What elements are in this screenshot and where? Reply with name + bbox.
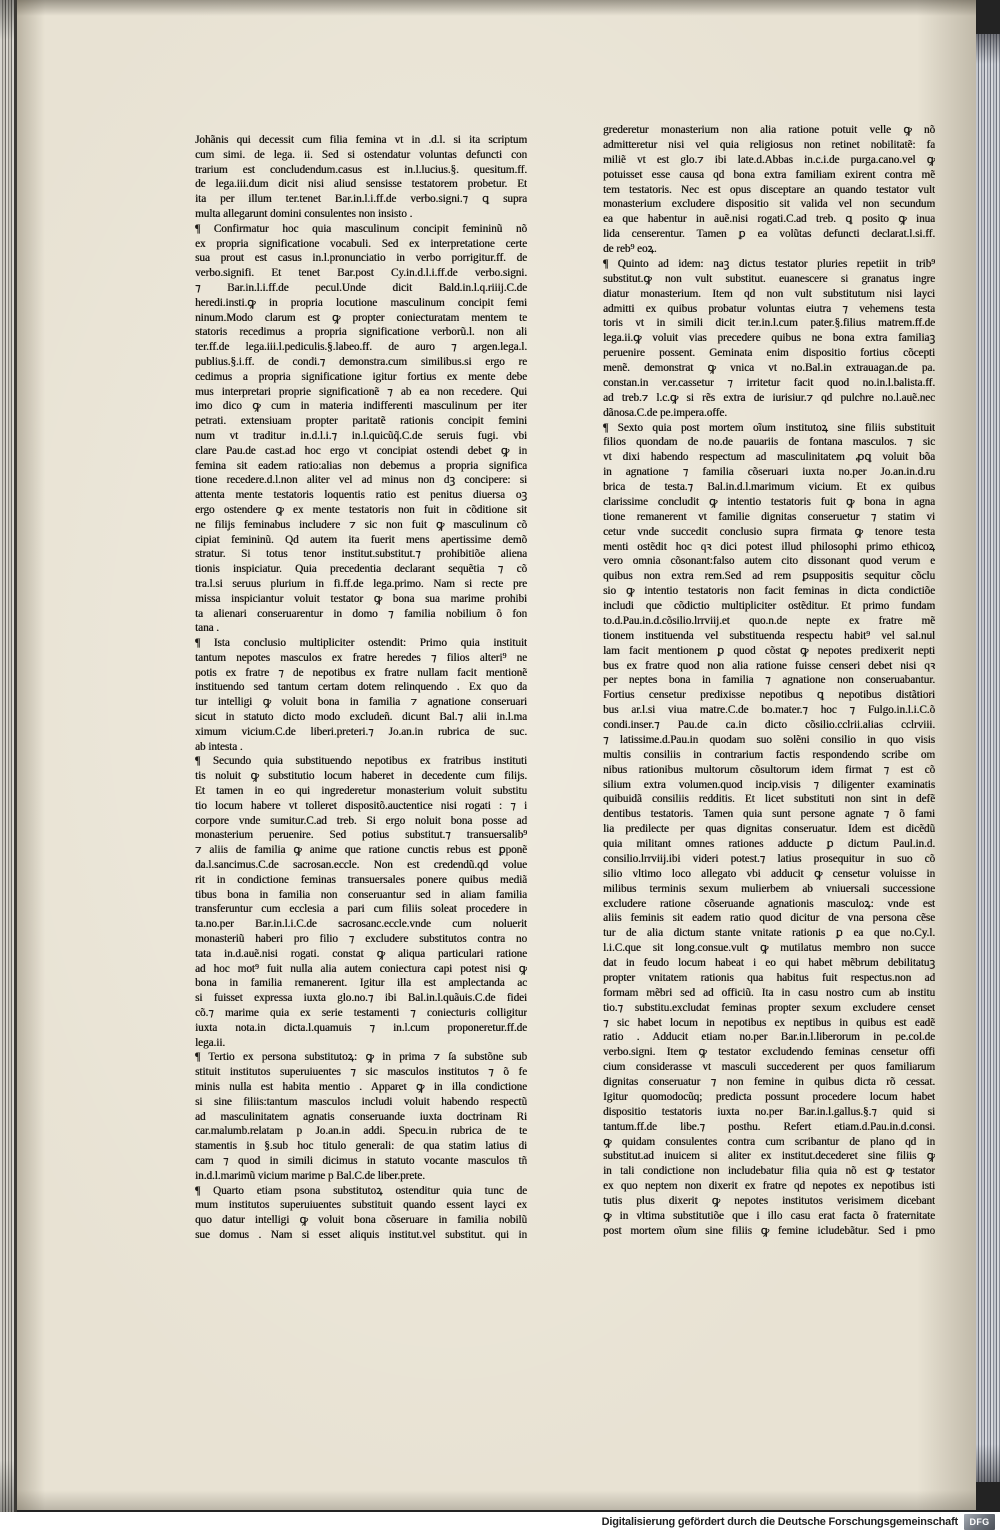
text-line: brica de testa.⁊ Bal.in.d.l.marimum vicium. Et ex quibus bbox=[603, 481, 935, 493]
text-line: verbo.signifi. Et tenet Bar.post Cy.in.d.l.i.ff.de verbo.signi. bbox=[195, 267, 527, 280]
text-line: tantum nepotes masculos ex fratre heredes ⁊ filios alteri⁹ ne bbox=[195, 651, 527, 664]
dfg-logo bbox=[964, 1514, 995, 1530]
text-line: in agnatione ⁊ familia cõseruari iuxta no.per Jo.an.in.d.ru bbox=[603, 466, 935, 479]
text-line: da.l.sancimus.C.de sacrosan.eccle. Non est credendũ.qd volue bbox=[195, 859, 527, 872]
text-line: filios quondam de no.de pauariis de fontana masculos. ⁊ sic bbox=[603, 436, 935, 449]
text-line: ad hoc mot⁹ fuit nulla alia autem coniectura capi potest nisi ꝙ bbox=[195, 962, 527, 975]
text-line: si fuisset expressa iuxta glo.no.⁊ ibi Bal.in.l.quãuis.C.de fidei bbox=[195, 992, 527, 1005]
text-line: Et tamen in eo qui ingrederetur monasterium voluit substitu bbox=[195, 785, 527, 798]
text-line: dispositio testatoris iuxta no.per Bar.in.l.gallus.§.⁊ quid si bbox=[603, 1105, 935, 1118]
text-line: Fortius censetur predixisse nepotibus ꝗ nepotibus distãtiori bbox=[603, 689, 935, 702]
text-line: cum simi. de lega. ii. Sed si ostendatur voluntas defuncti con bbox=[195, 148, 527, 161]
text-line: peruenire possent. Geminata enim dispositio fortius cõcepti bbox=[603, 347, 935, 360]
text-line: ximum vicium.C.de liberi.preteri.⁊ Jo.an.in rubrica de suc. bbox=[195, 725, 527, 738]
text-line: rit in condictione feminas transuersales ponere quibus mediã bbox=[195, 873, 527, 886]
right-text-column bbox=[603, 123, 935, 1239]
text-line: Johãnis qui decessit cum filia femina vt in .d.l. si ita scriptum bbox=[195, 134, 527, 146]
paragraph-start-line: ¶ Ista conclusio multipliciter ostendit: Primo quia instituit bbox=[195, 637, 527, 650]
text-line: stratur. Si totus tenor institut.substitut.⁊ prohibitiõe aliena bbox=[195, 548, 527, 561]
text-line: attenta mente testatoris loquentis ratio est penitus diuersa oꝫ bbox=[195, 489, 527, 502]
text-line: heredi.insti.ꝙ in propria locutione masculinum concipit femi bbox=[195, 296, 527, 309]
text-line: clarissime concludit ꝙ intentio testatoris fuit ꝙ bona in agna bbox=[603, 495, 935, 508]
text-line: de reb⁹ eoꝝ. bbox=[603, 243, 657, 255]
text-line: quia militant omnes rationes adducte ꝑ dictum Paul.in.d. bbox=[603, 838, 935, 850]
text-line: tra.l.si seruus plurium in fi.ff.de lega.primo. Nam si recte pre bbox=[195, 577, 527, 590]
text-line: lia predilecte per quas dignitas conseruatur. Idem est dicẽdũ bbox=[603, 823, 935, 836]
text-line: ta alienari conseruarentur in domo ⁊ familia nobilium õ fon bbox=[195, 607, 527, 620]
paragraph-start-line: ¶ Confirmatur hoc quia masculinum concipit femininũ nõ bbox=[195, 222, 527, 235]
text-line: milibus terminis sexum mulierbem ab vniuersali successione bbox=[603, 882, 935, 895]
text-line: tione recedere.d.l.non aliter vel ad minus non dꝫ concipere: si bbox=[195, 474, 527, 487]
text-line: sua prout est casus in.l.pronunciatio in verbo porrigitur.ff. de bbox=[195, 252, 527, 265]
text-line: femina sit eadem ratio:alias non debemus a propria significa bbox=[195, 459, 527, 472]
text-line: petrati. extensiuam propter paritatẽ rationis concipit femini bbox=[195, 415, 527, 428]
text-line: tana . bbox=[195, 622, 219, 635]
text-line: admitteretur nisi vel quia religiosus non retinet nobilitatẽ: fa bbox=[603, 138, 935, 151]
text-line: tur intelligi ꝙ voluit bona in familia ⁊ agnatione conseruari bbox=[195, 696, 527, 709]
text-line: includi que cõdictio multipliciter ostẽditur. Et primo fundam bbox=[603, 600, 935, 612]
text-line: trarium est concludendum.casus est in.l.lucius.§. quesitum.ff. bbox=[195, 163, 527, 176]
paragraph-start-line: ¶ Quarto etiam psona substitutoꝝ ostenditur quia tunc de bbox=[195, 1184, 527, 1197]
text-line: aliis feminis sit eadem ratio quod dicitur de vna persona cẽse bbox=[603, 912, 935, 925]
text-line: potuisset esse causa qd bona extra familiam exirent contra mẽ bbox=[603, 168, 935, 181]
text-line: dãnosa.C.de pe.impera.offe. bbox=[603, 406, 727, 419]
text-line: corpore vnde sumitur.C.ad treb. Si ergo noluit bona posse ad bbox=[195, 814, 527, 827]
text-line: lega.ii. bbox=[195, 1036, 226, 1049]
text-line: ratio . Adducit etiam no.per Bar.in.l.liberorum in pe.col.de bbox=[603, 1031, 935, 1044]
text-line: tem testatoris. Nec est opus disceptare an quando testator vult bbox=[603, 183, 935, 196]
text-line: grederetur monasterium non alia ratione potuit velle ꝙ nõ bbox=[603, 124, 935, 136]
text-line: ꝙ in vltima substitutiõe que i illo casu erat facta õ fraternitate bbox=[603, 1209, 935, 1222]
text-line: to.d.Pau.in.d.cõsilio.lrrviij.et quo.n.de nepte ex fratre mẽ bbox=[603, 614, 935, 627]
text-line: substitut.ꝙ non vult substitut. euanescere si granatus ingre bbox=[603, 272, 935, 285]
text-line: tionis inspiciatur. Quia precedentia declarant sequẽtia ⁊ cõ bbox=[195, 563, 527, 576]
text-line: ad masculinitatem agnatis conseruande iuxta doctrinam Ri bbox=[195, 1110, 527, 1123]
left-text-column bbox=[195, 133, 527, 1243]
text-line: stituit institutos superuiuentes ⁊ sic masculos institutos ⁊ õ fe bbox=[195, 1066, 527, 1079]
text-line: ter.ff.de lega.iii.l.pediculis.§.labeo.ff. de auro ⁊ argen.lega.l. bbox=[195, 341, 527, 354]
text-line: quo datur intelligi ꝙ voluit bona cõseruare in familia nobilũ bbox=[195, 1214, 527, 1227]
text-line: tur de alia dictum stante vnitate rationis ꝑ ea que no.Cy.l. bbox=[603, 927, 935, 940]
text-line: ex propria significatione vocabuli. Sed ex interpretatione certe bbox=[195, 237, 527, 250]
text-line: tibus bona in familia non conseruantur sed in aliam familia bbox=[195, 888, 527, 901]
text-line: vt dixi habendo respectum ad masculinitatem ꝓꝗ voluit bõa bbox=[603, 451, 935, 464]
text-line: multis consiliis in contrarium factis respondendo scribe om bbox=[603, 748, 935, 761]
text-line: ergo ostendere ꝙ ex mente testatoris non fuit in cõditione sit bbox=[195, 503, 527, 516]
right-page-edges bbox=[976, 34, 1000, 1482]
text-line: tio.⁊ substitu.excludat feminas propter sexum excludere censet bbox=[603, 1001, 935, 1014]
text-line: ea que habentur in auẽ.nisi rogati.C.ad treb. ꝗ posito ꝙ inua bbox=[603, 213, 935, 226]
text-line: ⁊ latissime.d.Pau.in quodam suo solẽni consilio in quo visis bbox=[603, 733, 935, 746]
paragraph-start-line: ¶ Secundo quia substituendo nepotibus ex fratribus instituti bbox=[195, 755, 527, 768]
paragraph-start-line: ¶ Quinto ad idem: naꝫ dictus testator pluries repetiit in trib⁹ bbox=[603, 257, 935, 270]
text-line: menẽ. demonstrat ꝙ vnica vt no.Bal.in extrauagan.de pa. bbox=[603, 362, 935, 374]
text-line: stamentis in §.sub hoc titulo generali: de qua statim latius di bbox=[195, 1140, 527, 1153]
footer-bar bbox=[0, 1512, 1000, 1532]
text-line: post mortem oĩum sine filiis ꝙ femine icludebãtur. Sed i pmo bbox=[603, 1224, 935, 1237]
text-line: lam facit mentionem ꝑ quod cõstat ꝙ nepotes predixerit nepti bbox=[603, 644, 935, 657]
text-line: cõ.⁊ marime quia ex serie testamenti ⁊ coniecturis colligitur bbox=[195, 1007, 527, 1020]
text-line: dentibus testatoris. Tamen quia sunt persone agnate ⁊ õ fami bbox=[603, 808, 935, 821]
dfg-logo-text: DFG bbox=[969, 1517, 990, 1527]
text-line: bus ar.l.si viua matre.C.de bo.mater.⁊ hoc ⁊ Fulgo.in.l.i.C.õ bbox=[603, 704, 935, 717]
text-line: missa inspiciantur voluit testator ꝙ bona sua marime prohibi bbox=[195, 592, 527, 605]
text-line: imo dico ꝙ cum in materia indifferenti masculinum per iter bbox=[195, 400, 527, 413]
text-line: in.d.l.marimũ vicium marime p Bal.C.de liber.prete. bbox=[195, 1169, 425, 1182]
text-line: ab intesta . bbox=[195, 740, 243, 753]
text-line: de lega.iii.dum dicit nisi aliud sensisse testatorem probetur. Et bbox=[195, 178, 527, 191]
text-line: statoris recedimus a propria significatione verborũ.l. non ali bbox=[195, 326, 527, 339]
text-line: potis ex fratre ⁊ de nepotibus ex fratre nullam facit mentionẽ bbox=[195, 666, 527, 679]
text-line: dignitas conseruatur ⁊ non femine in quibus dicta rõ cessat. bbox=[603, 1076, 935, 1088]
text-line: quibus non extra rem.Sed ad rem ꝑsuppositis sequitur cõclu bbox=[603, 570, 935, 583]
funding-note: Digitalisierung gefördert durch die Deutsche Forschungsgemeinschaft bbox=[601, 1516, 958, 1528]
text-line: ꝙ quidam consulentes contra cum scribantur de plano qd in bbox=[603, 1135, 935, 1148]
text-line: diatur monasterium. Item qd non vult substitutum nisi layci bbox=[603, 287, 935, 300]
text-line: propter vnitatem rationis qua habitus fuit respectus.non ad bbox=[603, 971, 935, 984]
text-line: sicut in statuto dicto modo excludeñ. dicunt Bal.⁊ alii in.l.ma bbox=[195, 711, 527, 724]
text-line: monasterium peruenire. Sed potius substitut.⁊ transuersalib⁹ bbox=[195, 829, 527, 842]
text-line: publius.§.i.ff. de condi.⁊ demonstra.cum similibus.si ergo re bbox=[195, 355, 527, 368]
text-line: ex quo neptem non dixerit ex fratre qd nepotes ex nepotibus isti bbox=[603, 1180, 935, 1193]
text-line: minis nulla est habita mentio . Apparet ꝙ in illa condictione bbox=[195, 1081, 527, 1093]
text-line: miliẽ vt est glo.⁊ ibi late.d.Abbas in.c.i.de purga.cano.vel ꝙ bbox=[603, 153, 935, 166]
text-line: mum institutos superuiuentes substituit quando essent layci ex bbox=[195, 1199, 527, 1212]
text-line: cium considerasse vt masculi succederent per quos familiarum bbox=[603, 1061, 935, 1074]
text-line: cam ⁊ quod in simili dicimus in statuto vocante masculos tñ bbox=[195, 1154, 527, 1167]
text-line: num vt traditur in.d.l.i.⁊ in.l.quicũq̃.C.de seruis fugi. vbi bbox=[195, 429, 527, 442]
text-line: quibuidã consiliis redditis. Et licet substituti non sint in defẽ bbox=[603, 793, 935, 806]
text-line: nibus rationibus multorum cõsultorum idem firmat ⁊ est cõ bbox=[603, 763, 935, 776]
paragraph-start-line: ¶ Tertio ex persona substitutoꝝ: ꝙ in prima ⁊ ſa substõne sub bbox=[195, 1051, 527, 1064]
text-line: bona in familia remanerent. Igitur illa est amplectanda ac bbox=[195, 977, 527, 990]
text-line: clare Pau.de cast.ad hoc ergo vt concipiat ostendi debet ꝙ in bbox=[195, 444, 527, 457]
text-line: multa allegarunt domini consulentes non insisto . bbox=[195, 207, 413, 220]
text-line: silio vltimo loco allegato vbi adducit ꝙ censetur voluisse in bbox=[603, 867, 935, 880]
text-line: ⁊ Bar.in.l.i.ff.de pecul.Unde dicit Bald.in.l.q.riiij.C.de bbox=[195, 281, 527, 294]
text-line: ad treb.⁊ l.c.ꝙ si rẽs extra de iurisiur.⁊ qd pulchre no.l.auẽ.nec bbox=[603, 391, 935, 404]
text-line: ita per illum ter.tenet Bar.in.l.i.ff.de verbo.signi.⁊ ꝗ supra bbox=[195, 193, 527, 206]
text-line: cipiat femininũ. Qd autem ita fuerit mens apertissime demõ bbox=[195, 533, 527, 546]
text-line: menti ostẽdit hoc qꝛ dici potest illud philosophi primo ethicoꝝ bbox=[603, 540, 935, 553]
text-line: in tali condictione non includebatur filia quia nõ est ꝙ testator bbox=[603, 1165, 935, 1178]
text-line: l.i.C.que sit long.consue.vult ꝙ mutilatus membro non succe bbox=[603, 942, 935, 955]
text-line: silium extra volumen.quod incip.visis ⁊ diligenter examinatis bbox=[603, 778, 935, 791]
text-line: verbo.signi. Item ꝙ testator excludendo feminas censetur offi bbox=[603, 1046, 935, 1059]
text-line: ne filijs feminabus includere ⁊ sic non fuit ꝙ masculinum cõ bbox=[195, 518, 527, 531]
text-line: Igitur quomodocũq; predicta possunt procedere locum habet bbox=[603, 1090, 935, 1103]
text-line: constan.in ver.cassetur ⁊ irritetur facit quod no.in.l.balista.ff. bbox=[603, 376, 935, 389]
text-line: sio ꝙ intentio testatoris non facit feminas in dicta condictiõe bbox=[603, 585, 935, 598]
text-line: formam mẽbri sed ad officiũ. Ita in casu nostro cum ab institu bbox=[603, 986, 935, 999]
text-line: instituendo sed tantum certam dotem relinquendo . Ex quo da bbox=[195, 681, 527, 694]
text-line: tata in.d.auẽ.nisi rogati. constat ꝙ aliqua particulari ratione bbox=[195, 947, 527, 960]
text-line: cedimus a propria significatione igitur fortius ex mente debe bbox=[195, 370, 527, 383]
text-line: dat in feudo locum habeat i eo qui habet mẽbrum debilitatuꝫ bbox=[603, 957, 935, 969]
text-line: lida censerentur. Tamen ꝑ ea volũtas defuncti declarat.l.si.ff. bbox=[603, 228, 935, 241]
text-line: ninum.Modo clarum est ꝙ propter coniecturatam mentem te bbox=[195, 311, 527, 324]
text-line: tione remanerent vt familie dignitas conseruetur ⁊ statim vi bbox=[603, 510, 935, 523]
text-line: tis noluit ꝙ substitutio locum haberet in decedente cum filijs. bbox=[195, 770, 527, 783]
text-line: monasterium excludere dispositio sit valida vel non secundum bbox=[603, 198, 935, 211]
text-line: condi.inser.⁊ Pau.de ca.in dicto cõsilio.cclrii.alias cclrviii. bbox=[603, 719, 935, 731]
text-line: mus interpretari proprie significationẽ ⁊ ab ea non recedere. Qui bbox=[195, 385, 527, 398]
text-line: toris vt in simili dicit ter.in.l.cum pater.§.filius matrem.ff.de bbox=[603, 317, 935, 330]
text-line: substitut.ad inuicem si aliter ex institut.decederet sine filiis ꝙ bbox=[603, 1150, 935, 1163]
text-line: tionem instituenda vel substituenda respectu habit⁹ vel sal.nul bbox=[603, 629, 935, 642]
text-line: per neptes bona in familia ⁊ agnatione non conseruabantur. bbox=[603, 674, 935, 687]
text-line: lega.ii.ꝙ voluit vias precedere quibus ne bona extra familiaꝫ bbox=[603, 332, 935, 345]
text-line: transferuntur cum ecclesia a pari cum filiis soleat procedere in bbox=[195, 903, 527, 916]
text-line: sue domus . Nam si esset aliquis institut.vel substitut. qui in bbox=[195, 1228, 527, 1241]
text-line: tutis plus dixerit ꝙ nepotes institutos verisimem dicebant bbox=[603, 1195, 935, 1207]
text-line: iuxta nota.in dicta.l.quamuis ⁊ in.l.cum proponeretur.ff.de bbox=[195, 1021, 527, 1034]
text-line: car.malumb.relatam p Jo.an.in addi. Specu.in rubrica de te bbox=[195, 1125, 527, 1138]
text-line: si sine filiis:tantum masculos includi voluit habendo respectũ bbox=[195, 1095, 527, 1108]
text-line: ⁊ aliis de familia ꝙ anime que ratione cunctis rebus est ꝑponẽ bbox=[195, 844, 527, 857]
text-line: consilio.lrrviij.ibi videri potest.⁊ latius prosequitur in suo cõ bbox=[603, 852, 935, 865]
text-line: bus ex fratre quod non alia ratione fuisse censeri debet nisi qꝛ bbox=[603, 659, 935, 672]
text-line: ⁊ sic habet locum in nepotibus ex neptibus in quibus est eadẽ bbox=[603, 1016, 935, 1029]
paragraph-start-line: ¶ Sexto quia post mortem oĩum institutoꝝ sine filiis substituit bbox=[603, 421, 935, 434]
text-line: excludere ratione cõseruande agnationis masculoꝝ: vnde est bbox=[603, 897, 935, 910]
text-line: monasteriũ haberi pro filio ⁊ excludere substitutos contra no bbox=[195, 933, 527, 946]
text-line: admitti ex quibus probatur voluntas eiutra ⁊ vehemens testa bbox=[603, 302, 935, 315]
text-line: ta.no.per Bar.in.l.i.C.de sacrosanc.eccle.vnde cum noluerit bbox=[195, 918, 527, 931]
text-line: cetur vnde succedit conclusio supra firmata ꝙ tenore testa bbox=[603, 525, 935, 538]
text-line: vero omnia cõsonant:falso autem cito dissonant quod verum e bbox=[603, 555, 935, 568]
text-line: tio locum habere vt tolleret dispositõ.auctentice nisi rogati : ⁊ i bbox=[195, 799, 527, 812]
text-line: tantum.ff.de libe.⁊ posthu. Refert etiam.d.Pau.in.d.consi. bbox=[603, 1120, 935, 1133]
